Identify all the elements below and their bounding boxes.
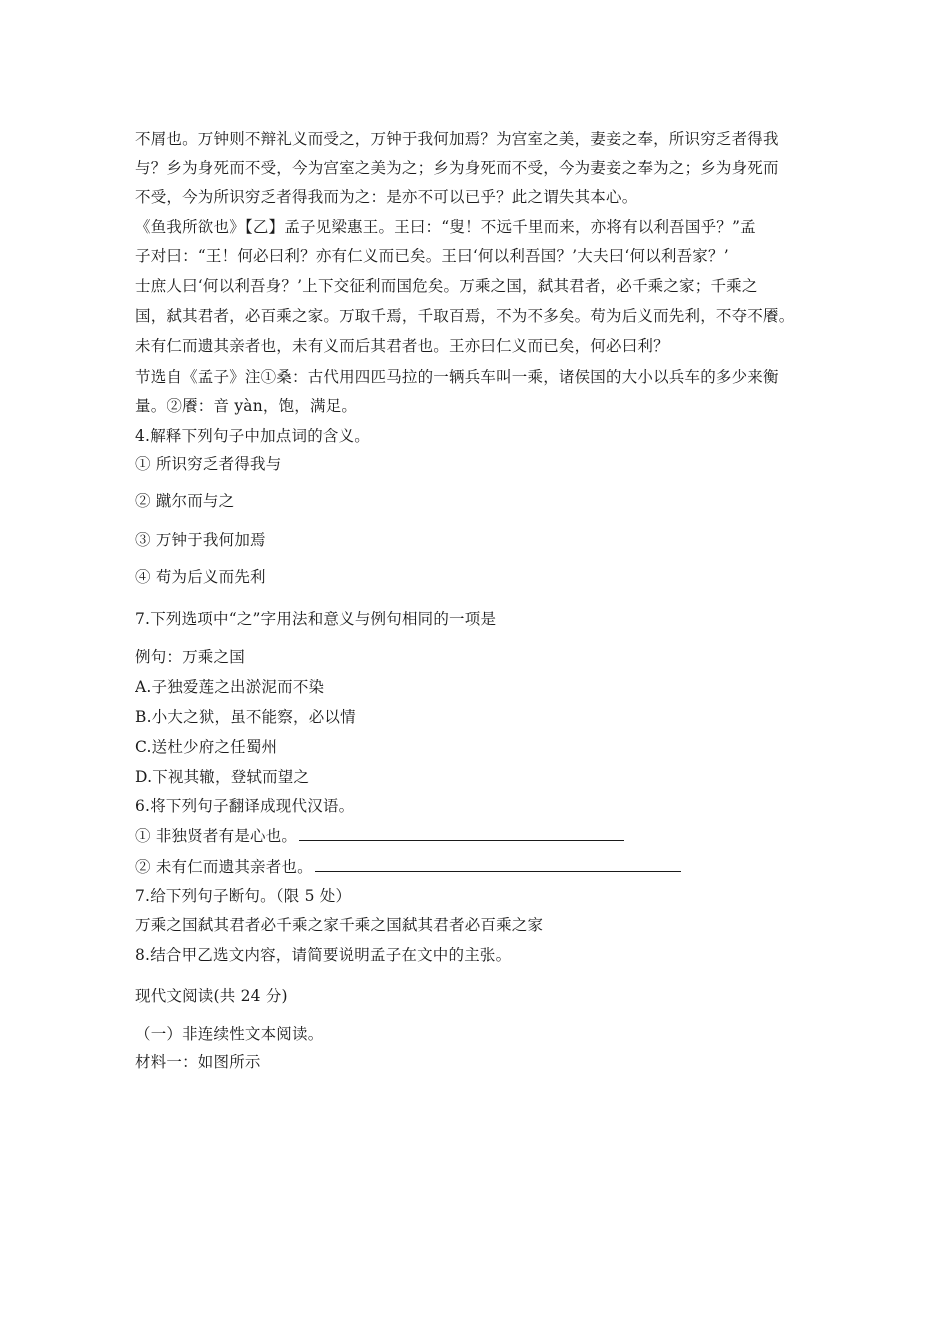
example-sentence: 例句：万乘之国 <box>135 648 245 666</box>
passage-line-1: 不屑也。万钟则不辩礼义而受之，万钟于我何加焉？为宫室之美，妻妾之奉，所识穷乏者得我 <box>135 130 779 148</box>
punctuate-text: 万乘之国弑其君者必千乘之家千乘之国弑其君者必百乘之家 <box>135 916 544 934</box>
section-heading: 现代文阅读(共 24 分) <box>135 987 288 1005</box>
annotation-line-1: 节选自《孟子》注①桑：古代用四匹马拉的一辆兵车叫一乘，诸侯国的大小以兵车的多少来衡 <box>135 368 779 386</box>
option-c: C.送杜少府之任蜀州 <box>135 738 278 756</box>
passage-line-5: 子对曰：“王！何必曰利？亦有仁义而已矣。王曰‘何以利吾国？’大夫曰‘何以利吾家？’ <box>135 247 729 265</box>
question-6-item-1 <box>135 824 835 847</box>
passage-line-3: 不受，今为所识穷乏者得我而为之：是亦不可以已乎？此之谓失其本心。 <box>135 188 638 206</box>
question-6: 6.将下列句子翻译成现代汉语。 <box>135 797 355 815</box>
question-4-item-1: ① 所识穷乏者得我与 <box>135 455 282 473</box>
question-4-item-4: ④ 苟为后义而先利 <box>135 568 266 586</box>
option-d: D.下视其辙，登轼而望之 <box>135 768 310 786</box>
answer-blank-2[interactable] <box>315 855 681 872</box>
passage-line-4: 《鱼我所欲也》【乙】孟子见梁惠王。王曰：“叟！不远千里而来，亦将有以利吾国乎？”孟 <box>135 218 756 236</box>
question-6-item-2 <box>135 855 835 878</box>
option-b: B.小大之狱，虽不能察，必以情 <box>135 708 356 726</box>
question-7-choice: 7.下列选项中“之”字用法和意义与例句相同的一项是 <box>135 610 497 628</box>
question-8: 8.结合甲乙选文内容，请简要说明孟子在文中的主张。 <box>135 946 512 964</box>
material-one: 材料一：如图所示 <box>135 1053 261 1071</box>
question-4-item-3: ③ 万钟于我何加焉 <box>135 531 266 549</box>
question-4-item-2: ② 蹴尔而与之 <box>135 492 235 510</box>
question-6-item-1-text: ① 非独贤者有是心也。 <box>135 827 298 845</box>
question-6-item-2-text: ② 未有仁而遗其亲者也。 <box>135 858 313 876</box>
passage-line-8: 未有仁而遗其亲者也，未有义而后其君者也。王亦曰仁义而已矣，何必曰利？ <box>135 337 669 355</box>
passage-line-6: 士庶人曰‘何以利吾身？’上下交征利而国危矣。万乘之国，弑其君者，必千乘之家；千乘之 <box>135 277 758 295</box>
passage-line-7: 国，弑其君者，必百乘之家。万取千焉，千取百焉，不为不多矣。苟为后义而先利，不夺不餍。 <box>135 307 795 325</box>
annotation-line-2: 量。②餍：音 yàn，饱，满足。 <box>135 397 358 415</box>
option-a: A.子独爱莲之出淤泥而不染 <box>135 678 325 696</box>
subsection-heading: （一）非连续性文本阅读。 <box>135 1025 324 1043</box>
question-7-punctuate: 7.给下列句子断句。（限 5 处） <box>135 887 352 905</box>
passage-line-2: 与？乡为身死而不受，今为宫室之美为之；乡为身死而不受，今为妻妾之奉为之；乡为身死而 <box>135 159 779 177</box>
answer-blank-1[interactable] <box>299 824 624 841</box>
question-4: 4.解释下列句子中加点词的含义。 <box>135 427 370 445</box>
